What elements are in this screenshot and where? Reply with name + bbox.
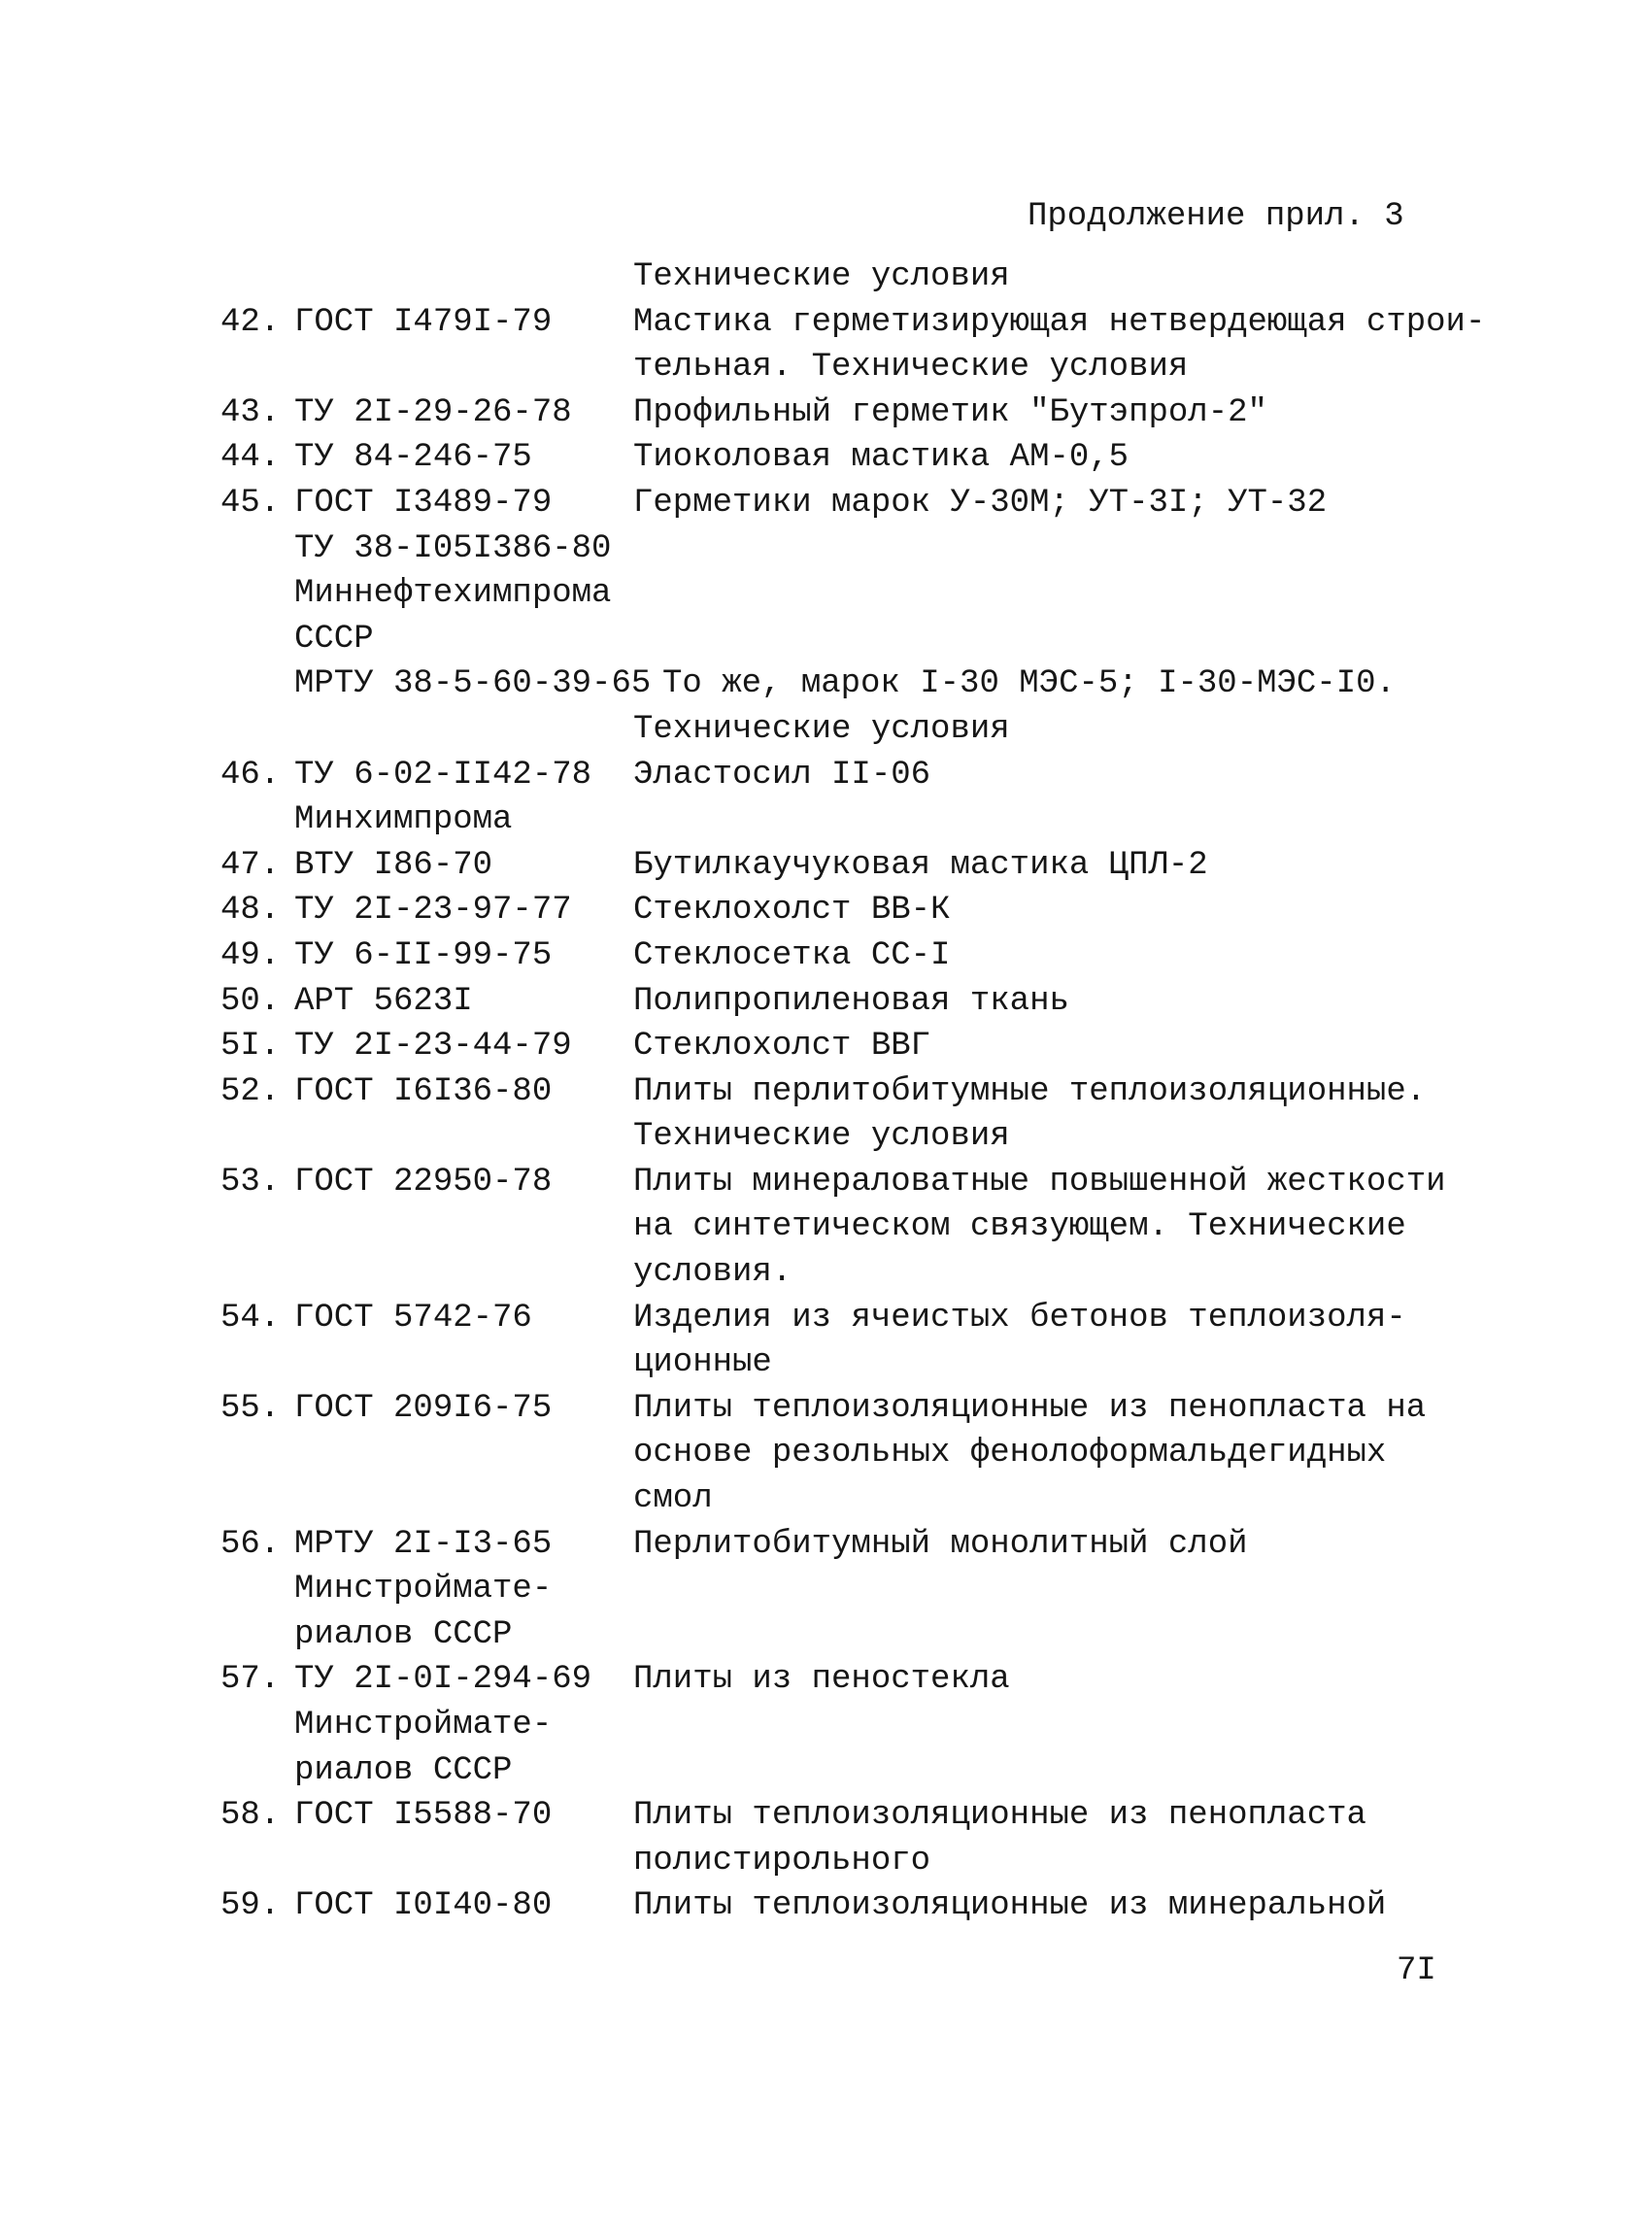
table-row	[0, 254, 1652, 300]
table-row	[0, 617, 1652, 662]
table-row	[0, 1476, 1652, 1522]
material-description: Профильный герметик "Бутэпрол-2"	[633, 393, 1267, 431]
table-row	[0, 1567, 1652, 1612]
standard-code: ТУ 2I-29-26-78	[294, 393, 572, 431]
material-description: Плиты теплоизоляционные из пенопласта	[633, 1797, 1366, 1835]
standard-code: ГОСТ I479I-79	[294, 303, 553, 341]
table-row	[0, 797, 1652, 843]
item-number: 5I.	[220, 1028, 281, 1066]
material-description: на синтетическом связующем. Технические	[633, 1208, 1406, 1246]
table-row	[0, 1612, 1652, 1658]
item-number: 50.	[220, 982, 281, 1020]
material-description: основе резольных фенолоформальдегидных	[633, 1435, 1387, 1473]
material-description: Стеклохолст ВВГ	[633, 1028, 931, 1066]
table-row	[0, 1114, 1652, 1160]
item-number: 47.	[220, 846, 281, 884]
standard-code: ВТУ I86-70	[294, 846, 493, 884]
standard-code: ТУ 2I-23-44-79	[294, 1028, 572, 1066]
standard-code: ТУ 2I-23-97-77	[294, 892, 572, 930]
table-row	[0, 435, 1652, 481]
material-description: То же, марок I-30 МЭС-5; I-30-МЭС-I0.	[662, 665, 1396, 703]
table-row	[0, 1748, 1652, 1794]
table-row	[0, 390, 1652, 436]
table-row	[0, 1069, 1652, 1115]
continuation-heading: Продолжение прил. 3	[1028, 198, 1404, 235]
material-description: тельная. Технические условия	[633, 349, 1189, 387]
standard-code: Минстроймате-	[294, 1571, 553, 1609]
material-description: Плиты перлитобитумные теплоизоляционные.	[633, 1072, 1427, 1110]
table-row	[0, 1793, 1652, 1839]
standard-code: МРТУ 2I-I3-65	[294, 1525, 553, 1563]
table-row	[0, 1250, 1652, 1296]
standard-code: Миннефтехимпрома	[294, 575, 612, 613]
item-number: 58.	[220, 1797, 281, 1835]
standard-code: АРТ 5623I	[294, 982, 473, 1020]
material-description: Плиты теплоизоляционные из минеральной	[633, 1887, 1387, 1925]
material-description: Тиоколовая мастика АМ-0,5	[633, 439, 1129, 477]
table-row	[0, 1296, 1652, 1341]
table-row	[0, 300, 1652, 346]
item-number: 52.	[220, 1072, 281, 1110]
item-number: 45.	[220, 484, 281, 522]
material-description: Технические условия	[633, 258, 1010, 295]
table-row	[0, 933, 1652, 979]
item-number: 42.	[220, 303, 281, 341]
material-description: смол	[633, 1480, 713, 1518]
table-row	[0, 1703, 1652, 1748]
standard-code: МРТУ 38-5-60-39-65	[294, 665, 652, 703]
standard-code: ГОСТ I0I40-80	[294, 1887, 553, 1925]
standard-code: ТУ 38-I05I386-80	[294, 529, 612, 567]
standard-code: ГОСТ 209I6-75	[294, 1389, 553, 1427]
item-number: 46.	[220, 756, 281, 794]
table-row	[0, 753, 1652, 798]
table-row	[0, 1386, 1652, 1432]
table-row	[0, 571, 1652, 617]
table-row	[0, 481, 1652, 526]
table-row	[0, 1522, 1652, 1568]
standard-code: ТУ 6-02-II42-78	[294, 756, 592, 794]
item-number: 44.	[220, 439, 281, 477]
material-description: Полипропиленовая ткань	[633, 982, 1069, 1020]
table-row	[0, 345, 1652, 390]
table-row	[0, 661, 1652, 707]
material-description: Плиты теплоизоляционные из пенопласта на	[633, 1389, 1427, 1427]
table-row	[0, 1024, 1652, 1069]
material-description: Герметики марок У-30М; УТ-3I; УТ-32	[633, 484, 1328, 522]
table-row	[0, 1883, 1652, 1929]
item-number: 54.	[220, 1299, 281, 1337]
item-number: 56.	[220, 1525, 281, 1563]
material-description: условия.	[633, 1254, 792, 1292]
table-row	[0, 843, 1652, 889]
item-number: 49.	[220, 936, 281, 974]
material-description: Стеклохолст ВВ-К	[633, 892, 951, 930]
item-number: 53.	[220, 1163, 281, 1201]
material-description: ционные	[633, 1344, 772, 1382]
material-description: Плиты из пеностекла	[633, 1661, 1010, 1699]
table-row	[0, 526, 1652, 572]
standard-code: ТУ 6-II-99-75	[294, 936, 553, 974]
table-row	[0, 1657, 1652, 1703]
standards-table	[0, 254, 1652, 1929]
table-row	[0, 1204, 1652, 1250]
standard-code: ТУ 84-246-75	[294, 439, 532, 477]
standard-code: риалов СССР	[294, 1615, 513, 1653]
item-number: 48.	[220, 892, 281, 930]
standard-code: риалов СССР	[294, 1751, 513, 1789]
table-row	[0, 1160, 1652, 1205]
standard-code: ГОСТ 5742-76	[294, 1299, 532, 1337]
material-description: Стеклосетка СС-I	[633, 936, 951, 974]
material-description: Бутилкаучуковая мастика ЦПЛ-2	[633, 846, 1208, 884]
table-row	[0, 979, 1652, 1025]
item-number: 43.	[220, 393, 281, 431]
material-description: Плиты минераловатные повышенной жесткости	[633, 1163, 1446, 1201]
item-number: 57.	[220, 1661, 281, 1699]
material-description: полистирольного	[633, 1842, 931, 1880]
standard-code: Минстроймате-	[294, 1707, 553, 1744]
material-description: Эластосил II-06	[633, 756, 931, 794]
material-description: Технические условия	[633, 1118, 1010, 1156]
table-row	[0, 888, 1652, 933]
material-description: Мастика герметизирующая нетвердеющая строи-	[633, 303, 1486, 341]
standard-code: Минхимпрома	[294, 801, 513, 839]
table-row	[0, 1839, 1652, 1884]
standard-code: ТУ 2I-0I-294-69	[294, 1661, 592, 1699]
material-description: Изделия из ячеистых бетонов теплоизоля-	[633, 1299, 1406, 1337]
standard-code: ГОСТ I3489-79	[294, 484, 553, 522]
standard-code: ГОСТ I5588-70	[294, 1797, 553, 1835]
standard-code: ГОСТ I6I36-80	[294, 1072, 553, 1110]
standard-code: СССР	[294, 620, 374, 658]
material-description: Технические условия	[633, 710, 1010, 748]
table-row	[0, 1431, 1652, 1476]
item-number: 59.	[220, 1887, 281, 1925]
page-number: 7I	[1397, 1952, 1436, 1989]
standard-code: ГОСТ 22950-78	[294, 1163, 553, 1201]
item-number: 55.	[220, 1389, 281, 1427]
table-row	[0, 1340, 1652, 1386]
table-row	[0, 707, 1652, 753]
material-description: Перлитобитумный монолитный слой	[633, 1525, 1248, 1563]
